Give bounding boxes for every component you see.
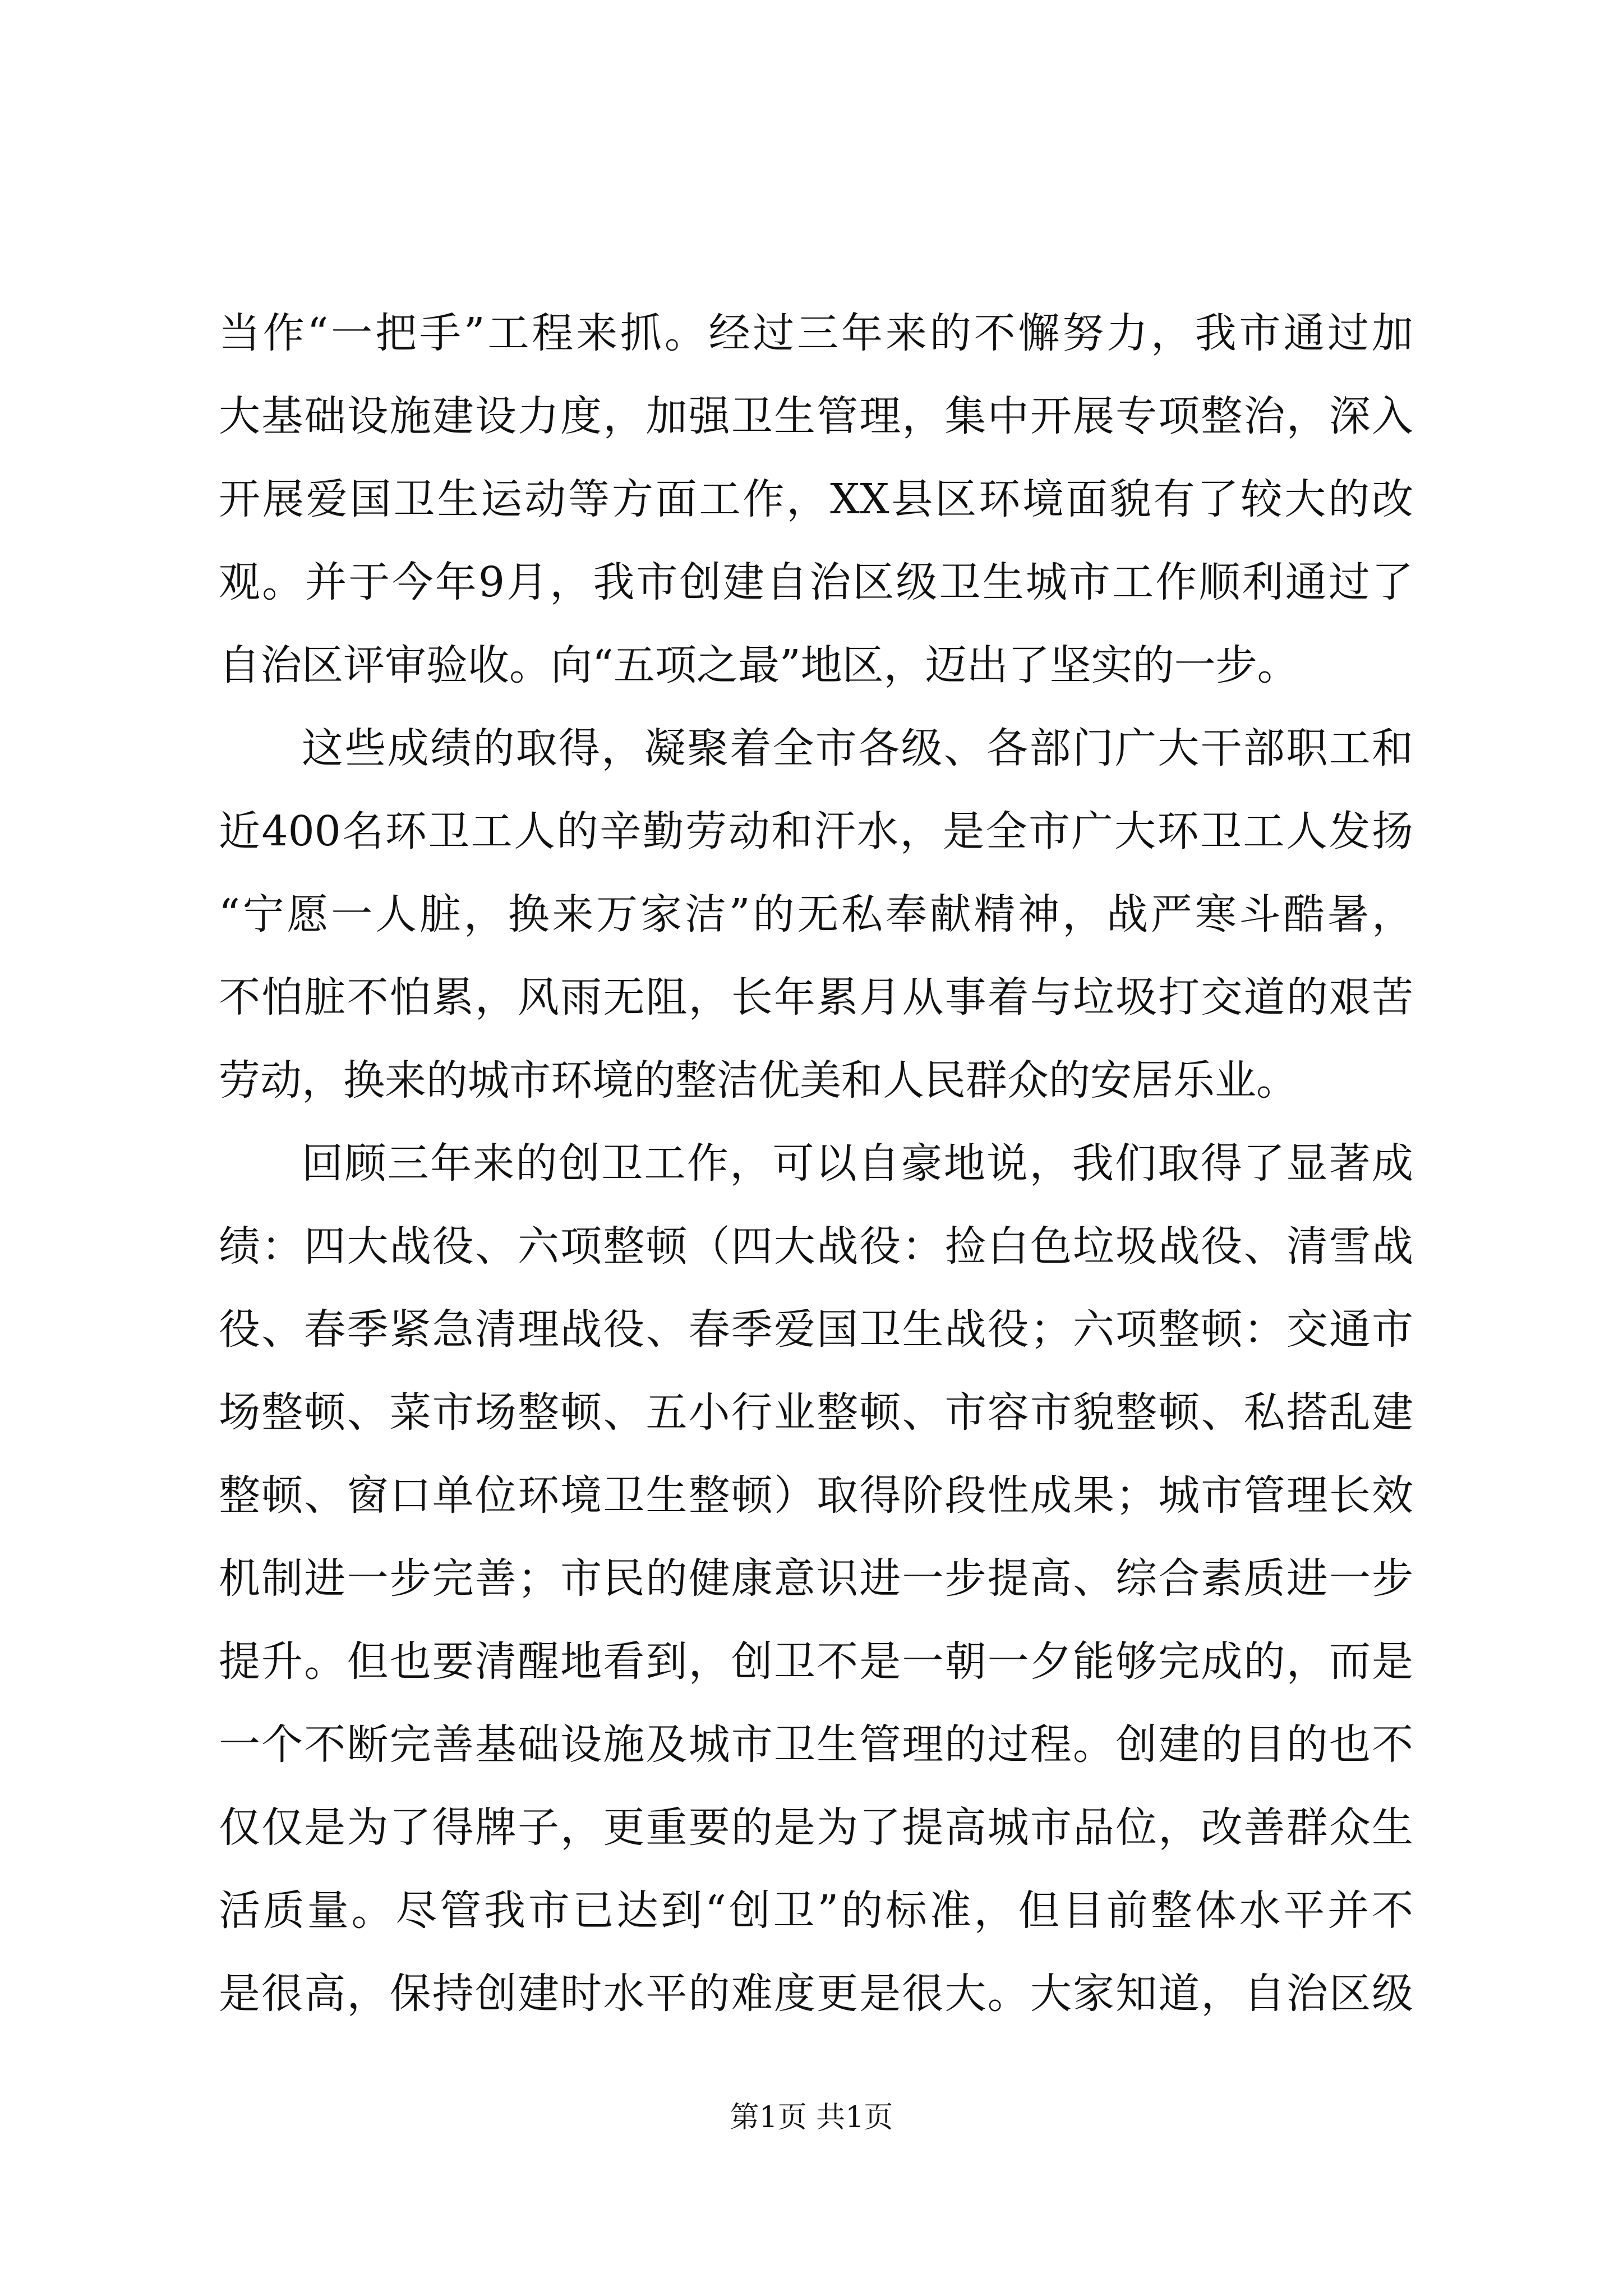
text-line: “宁愿一人脏，换来万家洁”的无私奉献精神，战严寒斗酷暑， (219, 890, 1413, 938)
text-line: 是很高，保持创建时水平的难度更是很大。大家知道，自治区级 (219, 1970, 1413, 2018)
text-line: 提升。但也要清醒地看到，创卫不是一朝一夕能够完成的，而是 (219, 1637, 1413, 1686)
text-line: 大基础设施建设力度，加强卫生管理，集中开展专项整治，深入 (219, 392, 1413, 440)
text-line: 回顾三年来的创卫工作，可以自豪地说，我们取得了显著成 (302, 1139, 1413, 1188)
text-line: 场整顿、菜市场整顿、五小行业整顿、市容市貌整顿、私搭乱建 (219, 1388, 1413, 1437)
text-line: 开展爱国卫生运动等方面工作，XX县区环境面貌有了较大的改 (219, 475, 1413, 523)
text-line: 一个不断完善基础设施及城市卫生管理的过程。创建的目的也不 (219, 1720, 1413, 1769)
text-line: 不怕脏不怕累，风雨无阻，长年累月从事着与垃圾打交道的艰苦 (219, 973, 1413, 1022)
paragraph (219, 1122, 1413, 2035)
page-footer: 第1页 共1页 (730, 2101, 893, 2134)
document-body (219, 292, 1413, 2035)
paragraph (219, 292, 1413, 707)
text-line: 自治区评审验收。向“五项之最”地区，迈出了坚实的一步。 (219, 641, 1299, 689)
text-line: 整顿、窗口单位环境卫生整顿）取得阶段性成果；城市管理长效 (219, 1471, 1413, 1520)
text-line: 役、春季紧急清理战役、春季爱国卫生战役；六项整顿：交通市 (219, 1305, 1413, 1354)
paragraph (219, 707, 1413, 1122)
text-line: 绩：四大战役、六项整顿（四大战役：捡白色垃圾战役、清雪战 (219, 1222, 1413, 1271)
text-line: 这些成绩的取得，凝聚着全市各级、各部门广大干部职工和 (302, 724, 1413, 772)
text-line: 观。并于今年9月，我市创建自治区级卫生城市工作顺利通过了 (219, 558, 1413, 606)
text-line: 机制进一步完善；市民的健康意识进一步提高、综合素质进一步 (219, 1554, 1413, 1603)
text-line: 活质量。尽管我市已达到“创卫”的标准，但目前整体水平并不 (219, 1887, 1413, 1935)
text-line: 当作“一把手”工程来抓。经过三年来的不懈努力，我市通过加 (219, 309, 1413, 357)
text-line: 劳动，换来的城市环境的整洁优美和人民群众的安居乐业。 (219, 1056, 1298, 1105)
text-line: 仅仅是为了得牌子，更重要的是为了提高城市品位，改善群众生 (219, 1803, 1413, 1852)
text-line: 近400名环卫工人的辛勤劳动和汗水，是全市广大环卫工人发扬 (219, 807, 1413, 855)
